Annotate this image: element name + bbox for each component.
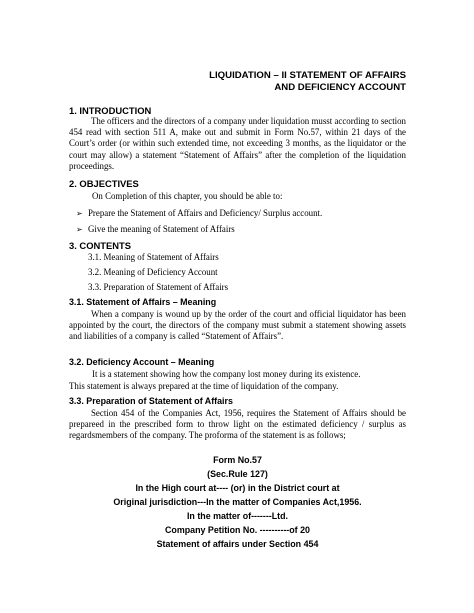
objectives-intro: On Completion of this chapter, you should be able to:	[92, 191, 283, 201]
document-title-line-1: LIQUIDATION – II STATEMENT OF AFFAIRS	[209, 70, 406, 81]
objective-item	[76, 208, 322, 218]
introduction-heading: 1. INTRODUCTION	[69, 105, 152, 116]
objective-item-text: Prepare the Statement of Affairs and Deficiency/ Surplus account.	[88, 208, 323, 218]
form-statement-line: Statement of affairs under Section 454	[156, 539, 319, 549]
section-3-2-line-1: It is a statement showing how the company lost money during its existence.	[92, 369, 361, 379]
objective-item	[76, 224, 235, 234]
form-court-line: In the High court at---- (or) in the District court at	[135, 483, 340, 493]
document-title-line-2: AND DEFICIENCY ACCOUNT	[274, 82, 406, 93]
section-3-1-paragraph: When a company is wound up by the order of the court and official liquidator has been appointed by the court, the directors of the company must submit a statement showing assets and liabilities of a company is called “Statement of Affairs”.	[69, 309, 406, 342]
section-3-3-heading: 3.3. Preparation of Statement of Affairs	[69, 396, 233, 406]
contents-heading: 3. CONTENTS	[69, 240, 131, 251]
form-rule: (Sec.Rule 127)	[207, 469, 268, 479]
arrow-bullet-icon: ➢	[76, 225, 83, 234]
objectives-heading: 2. OBJECTIVES	[69, 178, 139, 189]
contents-item: 3.1. Meaning of Statement of Affairs	[88, 252, 219, 262]
form-number: Form No.57	[213, 455, 262, 465]
objective-item-text: Give the meaning of Statement of Affairs	[88, 224, 235, 234]
form-petition-line: Company Petition No. ----------of 20	[165, 525, 310, 535]
form-matter-line: In the matter of-------Ltd.	[186, 511, 289, 521]
section-3-1-heading: 3.1. Statement of Affairs – Meaning	[69, 297, 217, 307]
contents-item: 3.2. Meaning of Deficiency Account	[88, 267, 218, 277]
section-3-2-heading: 3.2. Deficiency Account – Meaning	[69, 357, 215, 367]
contents-item: 3.3. Preparation of Statement of Affairs	[88, 282, 229, 292]
section-3-3-paragraph: Section 454 of the Companies Act, 1956, requires the Statement of Affairs should be prepareed in the prescribed form to throw light on the estimated deficiency / surplus as regardsmembers of the company. The proforma of the statement is as follows;	[69, 408, 406, 441]
arrow-bullet-icon: ➢	[76, 209, 83, 218]
introduction-paragraph: The officers and the directors of a company under liquidation musst according to section 454 read with section 511 A, make out and submit in Form No.57, within 21 days of the Court’s order (or within such extended time, not exceeding 3 months, as the liquidator or the court may allow) a statement “Statement of Affairs” after the completion of the liquidation proceedings.	[69, 116, 406, 171]
section-3-2-line-2: This statement is always prepared at the time of liquidation of the company.	[69, 381, 339, 391]
form-jurisdiction-line: Original jurisdiction---In the matter of Companies Act,1956.	[113, 497, 362, 507]
